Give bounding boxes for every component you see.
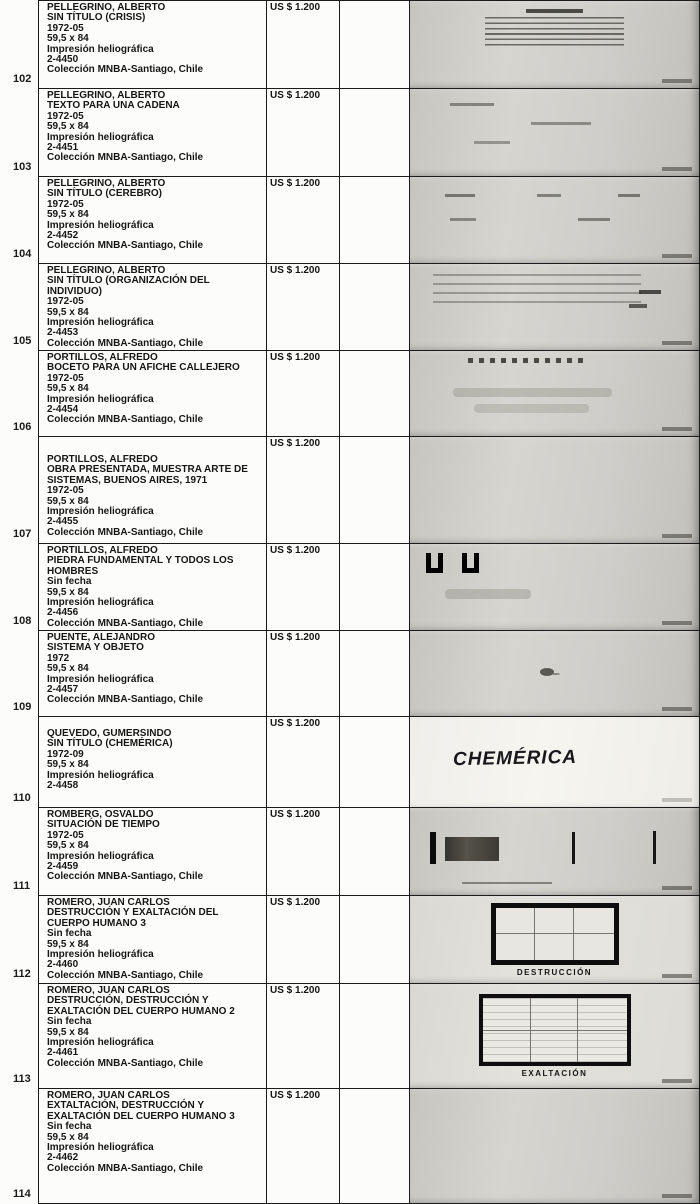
artwork-dimensions: 59,5 x 84: [47, 1026, 89, 1038]
artist-name: PUENTE, ALEJANDRO: [47, 632, 155, 643]
price-cell: US $ 1.200: [267, 89, 340, 177]
empty-cell: [340, 89, 410, 177]
inventory-number: 2-4457: [47, 684, 79, 696]
inventory-number: 2-4455: [47, 516, 79, 528]
thumbnail-texture: [653, 831, 656, 863]
row-number: 109: [13, 701, 32, 713]
thumbnail-texture: [462, 882, 552, 884]
thumbnail-texture: [578, 218, 610, 221]
row-number: 103: [13, 161, 32, 173]
empty-cell: [340, 631, 410, 717]
collection-name: Colección MNBA-Santiago, Chile: [47, 64, 204, 76]
artwork-date: 1972-09: [47, 748, 84, 760]
artwork-thumbnail: [410, 984, 699, 1088]
thumbnail-texture: [445, 194, 475, 197]
artwork-dimensions: 59,5 x 84: [47, 121, 89, 133]
empty-cell: [340, 544, 410, 631]
artwork-dimensions: 59,5 x 84: [47, 495, 89, 507]
artwork-description-cell: [38, 631, 267, 717]
empty-cell: [340, 1089, 410, 1204]
handwritten-title-text: CHEMÉRICA: [453, 746, 578, 770]
thumbnail-texture: [537, 194, 561, 197]
empty-cell: [340, 351, 410, 437]
inventory-number: 2-4460: [47, 959, 79, 971]
artist-name: PORTILLOS, ALFREDO: [47, 545, 158, 556]
thumbnail-cell: [410, 177, 700, 264]
print-caption: DESTRUCCIÓN: [516, 967, 593, 977]
collection-name: Colección MNBA-Santiago, Chile: [47, 694, 204, 706]
artwork-technique: Impresión heliográfica: [47, 131, 154, 143]
artwork-date: Sin fecha: [47, 1121, 92, 1133]
artwork-thumbnail: [410, 437, 699, 543]
artwork-date: Sin fecha: [47, 576, 92, 588]
row-number: 111: [13, 880, 31, 892]
collection-name: Colección MNBA-Santiago, Chile: [47, 414, 204, 426]
thumbnail-texture: [639, 290, 661, 294]
artwork-thumbnail: [410, 177, 699, 263]
collection-name: Colección MNBA-Santiago, Chile: [47, 337, 204, 349]
artwork-title: DESTRUCCIÓN, DESTRUCCIÓN Y EXALTACIÓN DEL CUERPO HUMANO 2: [47, 995, 235, 1017]
table-row: [0, 0, 700, 89]
artwork-title: SISTEMA Y OBJETO: [47, 642, 144, 654]
framed-print: [491, 903, 619, 965]
artwork-title: PIEDRA FUNDAMENTAL Y TODOS LOS HOMBRES: [47, 555, 234, 577]
empty-cell: [340, 437, 410, 544]
artwork-title: SIN TÍTULO (CRISIS): [47, 12, 146, 24]
row-number: 102: [13, 73, 32, 85]
inventory-number: 2-4458: [47, 780, 79, 792]
artist-name: PORTILLOS, ALFREDO: [47, 352, 158, 363]
row-number: 104: [13, 248, 32, 260]
artwork-date: 1972-05: [47, 110, 84, 122]
artwork-date: Sin fecha: [47, 928, 92, 940]
artwork-technique: Impresión heliográfica: [47, 949, 154, 961]
table-row: [0, 264, 700, 351]
collection-name: Colección MNBA-Santiago, Chile: [47, 969, 204, 981]
inventory-number: 2-4456: [47, 607, 79, 619]
inventory-number: 2-4450: [47, 54, 79, 66]
artwork-thumbnail: [410, 544, 699, 630]
row-number: 106: [13, 421, 32, 433]
artist-name: QUEVEDO, GUMERSINDO: [47, 728, 172, 739]
table-row: [0, 631, 700, 717]
price-cell: US $ 1.200: [267, 896, 340, 984]
thumbnail-texture: [445, 837, 499, 861]
inventory-number: 2-4461: [47, 1047, 79, 1059]
thumbnail-texture: [540, 668, 554, 676]
artwork-thumbnail: [410, 1, 699, 88]
price-cell: US $ 1.200: [267, 1089, 340, 1204]
empty-cell: [340, 264, 410, 351]
row-number: 105: [13, 335, 32, 347]
artwork-description-cell: [38, 717, 267, 808]
framed-print: [479, 994, 631, 1066]
artwork-title: TEXTO PARA UNA CADENA: [47, 100, 180, 112]
row-number: 112: [13, 968, 31, 980]
artwork-description-cell: [38, 544, 267, 631]
table-row: [0, 717, 700, 808]
artwork-title: DESTRUCCIÓN Y EXALTACIÓN DEL CUERPO HUMANO 3: [47, 907, 219, 929]
artist-name: ROMERO, JUAN CARLOS: [47, 985, 170, 996]
inventory-number: 2-4454: [47, 404, 79, 416]
artwork-technique: Impresión heliográfica: [47, 1142, 154, 1154]
artwork-title: SIN TÍTULO (CHEMÉRICA): [47, 738, 173, 750]
artwork-date: 1972-05: [47, 485, 84, 497]
artwork-dimensions: 59,5 x 84: [47, 33, 89, 45]
empty-cell: [340, 717, 410, 808]
thumbnail-texture: [433, 274, 641, 310]
collection-name: Colección MNBA-Santiago, Chile: [47, 871, 204, 883]
thumbnail-texture: [450, 218, 476, 221]
artwork-technique: Impresión heliográfica: [47, 850, 154, 862]
artwork-dimensions: 59,5 x 84: [47, 840, 89, 852]
thumbnail-texture: [618, 194, 640, 197]
collection-name: Colección MNBA-Santiago, Chile: [47, 152, 204, 164]
artwork-dimensions: 59,5 x 84: [47, 1131, 89, 1143]
inventory-number: 2-4451: [47, 142, 79, 154]
artist-name: PELLEGRINO, ALBERTO: [47, 90, 166, 101]
thumbnail-texture: [474, 141, 510, 144]
price-cell: US $ 1.200: [267, 437, 340, 544]
thumbnail-cell: [410, 264, 700, 351]
row-number: 113: [13, 1073, 31, 1085]
artwork-dimensions: 59,5 x 84: [47, 586, 89, 598]
artwork-technique: Impresión heliográfica: [47, 506, 154, 518]
artwork-technique: Impresión heliográfica: [47, 317, 154, 329]
empty-cell: [340, 808, 410, 896]
artist-name: ROMBERG, OSVALDO: [47, 809, 154, 820]
artwork-date: 1972: [47, 652, 70, 664]
artwork-thumbnail: [410, 631, 699, 716]
thumbnail-texture: [526, 9, 584, 13]
artwork-date: Sin fecha: [47, 1016, 92, 1028]
price-cell: US $ 1.200: [267, 351, 340, 437]
thumbnail-texture: [430, 832, 436, 863]
thumbnail-texture: [531, 122, 591, 125]
thumbnail-texture: [453, 388, 612, 397]
thumbnail-texture: [450, 103, 494, 106]
artwork-title: EXTALTACIÓN, DESTRUCCIÓN Y EXALTACIÓN DEL CUERPO HUMANO 3: [47, 1100, 235, 1122]
thumbnail-cell: [410, 808, 700, 896]
inventory-number: 2-4452: [47, 230, 79, 242]
collection-name: Colección MNBA-Santiago, Chile: [47, 1057, 204, 1069]
artwork-dimensions: 59,5 x 84: [47, 306, 89, 318]
artist-name: PELLEGRINO, ALBERTO: [47, 2, 166, 13]
artwork-technique: Impresión heliográfica: [47, 673, 154, 685]
artwork-dimensions: 59,5 x 84: [47, 759, 89, 771]
table-row: [0, 89, 700, 177]
inventory-number: 2-4462: [47, 1152, 79, 1164]
artwork-dimensions: 59,5 x 84: [47, 663, 89, 675]
thumbnail-cell: [410, 89, 700, 177]
artwork-description-cell: [38, 437, 267, 544]
artwork-dimensions: 59,5 x 84: [47, 383, 89, 395]
collection-name: Colección MNBA-Santiago, Chile: [47, 526, 204, 538]
print-caption: EXALTACIÓN: [521, 1069, 588, 1078]
thumbnail-cell: [410, 896, 700, 984]
empty-cell: [340, 0, 410, 89]
row-number: 110: [13, 792, 31, 804]
table-row: [0, 896, 700, 984]
table-row: [0, 544, 700, 631]
row-number: 108: [13, 615, 32, 627]
thumbnail-cell: [410, 437, 700, 544]
artwork-dimensions: 59,5 x 84: [47, 938, 89, 950]
artwork-description-cell: [38, 264, 267, 351]
artwork-technique: Impresión heliográfica: [47, 1037, 154, 1049]
thumbnail-texture: [572, 832, 575, 863]
row-number: 107: [13, 528, 32, 540]
artwork-date: 1972-05: [47, 829, 84, 841]
artwork-thumbnail: [410, 896, 699, 983]
artwork-technique: Impresión heliográfica: [47, 393, 154, 405]
artwork-thumbnail: [410, 717, 699, 807]
table-row: [0, 177, 700, 264]
artwork-description-cell: [38, 1089, 267, 1204]
artwork-technique: Impresión heliográfica: [47, 43, 154, 55]
artwork-technique: Impresión heliográfica: [47, 219, 154, 231]
artwork-technique: Impresión heliográfica: [47, 597, 154, 609]
artwork-thumbnail: [410, 1089, 699, 1203]
artwork-description-cell: [38, 351, 267, 437]
collection-name: Colección MNBA-Santiago, Chile: [47, 240, 204, 252]
price-cell: US $ 1.200: [267, 0, 340, 89]
artwork-thumbnail: [410, 808, 699, 895]
artist-name: PELLEGRINO, ALBERTO: [47, 178, 166, 189]
artwork-title: BOCETO PARA UN AFICHE CALLEJERO: [47, 362, 240, 374]
artwork-title: SIN TÍTULO (CEREBRO): [47, 188, 162, 200]
price-cell: US $ 1.200: [267, 264, 340, 351]
thumbnail-texture: [445, 589, 532, 599]
price-cell: US $ 1.200: [267, 177, 340, 264]
price-cell: US $ 1.200: [267, 544, 340, 631]
thumbnail-cell: [410, 544, 700, 631]
thumbnail-texture: [474, 404, 590, 413]
table-row: [0, 1089, 700, 1204]
table-row: [0, 437, 700, 544]
artwork-thumbnail: [410, 264, 699, 350]
thumbnail-cell: [410, 717, 700, 808]
artist-name: PORTILLOS, ALFREDO: [47, 454, 158, 465]
artwork-date: 1972-05: [47, 22, 84, 34]
thumbnail-texture: [426, 553, 498, 577]
inventory-number: 2-4453: [47, 327, 79, 339]
price-cell: US $ 1.200: [267, 717, 340, 808]
artwork-technique: Impresión heliográfica: [47, 769, 154, 781]
artwork-title: OBRA PRESENTADA, MUESTRA ARTE DE SISTEMAS, BUENOS AIRES, 1971: [47, 464, 248, 486]
artwork-date: 1972-05: [47, 296, 84, 308]
thumbnail-cell: [410, 0, 700, 89]
artwork-title: SIN TÍTULO (ORGANIZACIÓN DEL INDIVIDUO): [47, 275, 210, 297]
artwork-description-cell: [38, 0, 267, 89]
collection-name: Colección MNBA-Santiago, Chile: [47, 1162, 204, 1174]
artist-name: ROMERO, JUAN CARLOS: [47, 897, 170, 908]
price-cell: US $ 1.200: [267, 808, 340, 896]
empty-cell: [340, 984, 410, 1089]
row-number: 114: [13, 1188, 31, 1200]
thumbnail-cell: [410, 1089, 700, 1204]
artist-name: ROMERO, JUAN CARLOS: [47, 1090, 170, 1101]
artwork-dimensions: 59,5 x 84: [47, 209, 89, 221]
inventory-number: 2-4459: [47, 861, 79, 873]
thumbnail-texture: [629, 304, 647, 308]
artwork-title: SITUACIÓN DE TIEMPO: [47, 819, 160, 831]
artwork-description-cell: [38, 984, 267, 1089]
price-cell: US $ 1.200: [267, 984, 340, 1089]
thumbnail-cell: [410, 984, 700, 1089]
thumbnail-cell: [410, 631, 700, 717]
empty-cell: [340, 896, 410, 984]
thumbnail-texture: [468, 358, 589, 363]
table-row: [0, 808, 700, 896]
artwork-thumbnail: [410, 351, 699, 436]
artwork-description-cell: [38, 89, 267, 177]
artwork-description-cell: [38, 177, 267, 264]
artwork-description-cell: [38, 896, 267, 984]
artwork-date: 1972-05: [47, 198, 84, 210]
table-row: [0, 984, 700, 1089]
collection-name: Colección MNBA-Santiago, Chile: [47, 617, 204, 629]
artwork-thumbnail: [410, 89, 699, 176]
price-cell: US $ 1.200: [267, 631, 340, 717]
empty-cell: [340, 177, 410, 264]
thumbnail-texture: [485, 17, 624, 47]
artwork-date: 1972-05: [47, 372, 84, 384]
artwork-description-cell: [38, 808, 267, 896]
thumbnail-cell: [410, 351, 700, 437]
table-row: [0, 351, 700, 437]
artist-name: PELLEGRINO, ALBERTO: [47, 265, 166, 276]
